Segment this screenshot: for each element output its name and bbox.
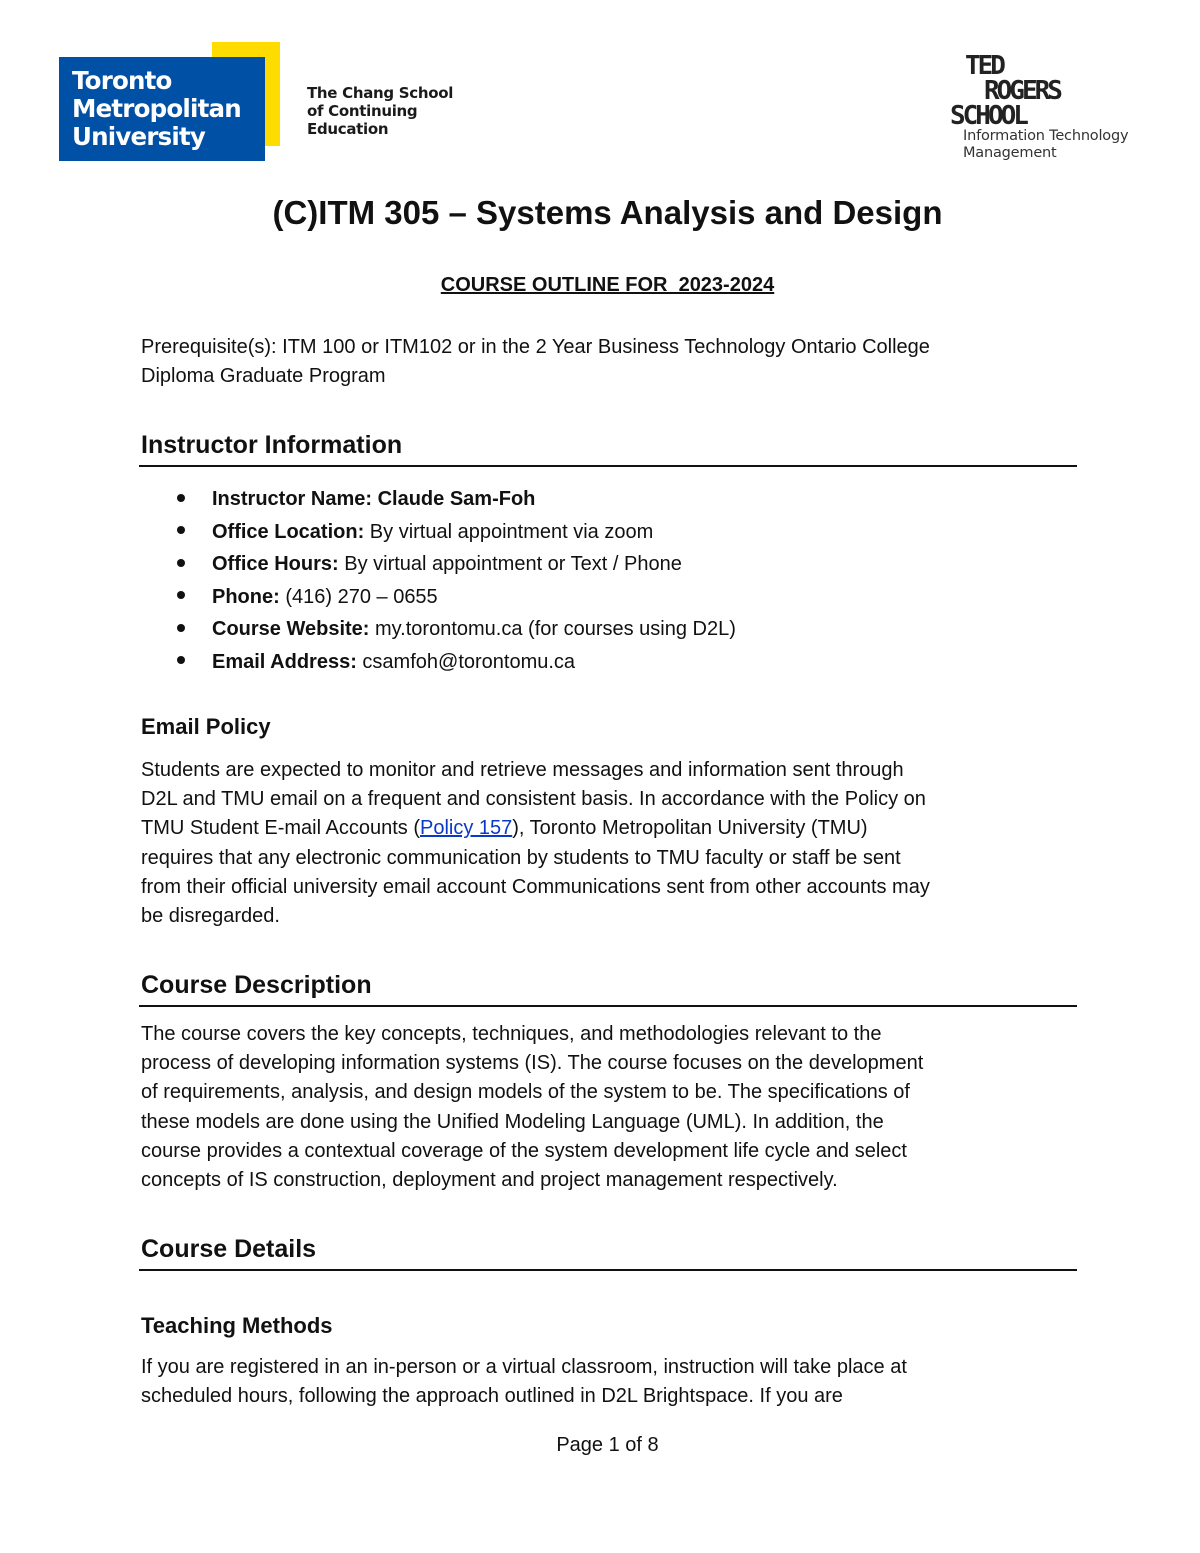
paragraph-line: process of developing information systems (IS). The course focuses on the development: [141, 1052, 924, 1075]
section-divider: [139, 1005, 1077, 1007]
list-item: [141, 646, 736, 679]
paragraph-line: concepts of IS construction, deployment and project management respectively.: [141, 1169, 838, 1192]
bullet-icon: [177, 494, 185, 502]
bullet-icon: [177, 591, 185, 599]
prerequisite-line: Prerequisite(s): ITM 100 or ITM102 or in the 2 Year Business Technology Ontario College: [141, 336, 930, 358]
item-value: By virtual appointment or Text / Phone: [338, 553, 682, 575]
paragraph-line: be disregarded.: [141, 905, 280, 928]
ted-rogers-logo: [950, 51, 1060, 131]
prerequisite-line: Diploma Graduate Program: [141, 365, 386, 388]
tmu-logo-line-1: Toronto: [72, 66, 172, 95]
paragraph-line: If you are registered in an in-person or a virtual classroom, instruction will take place at: [141, 1356, 907, 1378]
section-divider: [139, 1269, 1077, 1271]
itm-line-1: Information Technology: [963, 128, 1129, 144]
instructor-list: [141, 483, 736, 678]
list-item: [141, 516, 736, 549]
paragraph-line: course provides a contextual coverage of the system development life cycle and select: [141, 1139, 907, 1162]
page-number: Page 1 of 8: [556, 1434, 659, 1456]
course-description-text: [141, 1020, 923, 1195]
instructor-heading: Instructor Information: [141, 431, 403, 459]
outline-heading: COURSE OUTLINE FOR 2023-2024: [440, 274, 775, 296]
ted-line-1: TED: [965, 51, 1003, 81]
course-details-heading: Course Details: [141, 1235, 317, 1263]
item-label: Office Hours:: [212, 553, 339, 575]
ted-line-2: ROGERS: [984, 76, 1060, 106]
teaching-methods-heading: Teaching Methods: [141, 1313, 333, 1338]
document-title: (C)ITM 305 – Systems Analysis and Design: [272, 194, 943, 231]
item-value: csamfoh@torontomu.ca: [356, 650, 576, 673]
course-description-heading: Course Description: [141, 971, 372, 999]
paragraph-line: of requirements, analysis, and design models of the system to be. The specifications of: [141, 1081, 910, 1104]
item-label: Office Location:: [212, 520, 365, 543]
list-item: [141, 548, 736, 581]
item-label: Course Website:: [212, 618, 370, 640]
list-item: [141, 613, 736, 646]
paragraph-line: D2L and TMU email on a frequent and consistent basis. In accordance with the Policy on: [141, 788, 926, 811]
prerequisite: [141, 333, 930, 391]
list-item: [141, 483, 736, 516]
paragraph-line: [141, 814, 930, 843]
policy-157-link[interactable]: Policy 157: [419, 817, 513, 840]
chang-line-3: Education: [307, 120, 389, 138]
tmu-logo-line-3: University: [72, 122, 206, 151]
section-divider: [139, 465, 1077, 467]
bullet-icon: [177, 624, 185, 632]
itm-line-2: Management: [963, 145, 1057, 161]
tmu-logo: [59, 57, 265, 161]
bullet-icon: [177, 526, 185, 534]
bullet-icon: [177, 656, 185, 664]
paragraph-line: from their official university email account Communications sent from other accounts may: [141, 875, 930, 898]
paragraph-line: The course covers the key concepts, techniques, and methodologies relevant to the: [141, 1023, 882, 1045]
list-item: [141, 581, 736, 614]
chang-school-logo: [307, 84, 453, 138]
ted-line-3: SCHOOL: [950, 101, 1026, 131]
item-label: Email Address:: [212, 650, 357, 673]
itm-program-name: [963, 128, 1128, 162]
item-value: By virtual appointment via zoom: [364, 520, 654, 543]
item-label: Instructor Name: Claude Sam-Foh: [212, 488, 536, 510]
paragraph-line: scheduled hours, following the approach outlined in D2L Brightspace. If you are: [141, 1385, 843, 1408]
item-value: my.torontomu.ca (for courses using D2L): [369, 618, 736, 640]
line-text: TMU Student E-mail Accounts (: [141, 817, 420, 840]
teaching-methods-text: [141, 1353, 907, 1411]
paragraph-line: Students are expected to monitor and retrieve messages and information sent through: [141, 759, 904, 781]
bullet-icon: [177, 559, 185, 567]
email-policy-heading: Email Policy: [141, 714, 271, 739]
item-label: Phone:: [212, 585, 280, 608]
paragraph-line: these models are done using the Unified Modeling Language (UML). In addition, the: [141, 1110, 884, 1133]
email-policy-text: [141, 756, 930, 931]
chang-line-1: The Chang School: [307, 84, 454, 102]
item-value: (416) 270 – 0655: [279, 585, 438, 608]
line-text: ), Toronto Metropolitan University (TMU): [512, 817, 868, 840]
chang-line-2: of Continuing: [307, 102, 418, 120]
paragraph-line: requires that any electronic communication by students to TMU faculty or staff be sent: [141, 846, 901, 869]
tmu-logo-line-2: Metropolitan: [72, 94, 241, 123]
